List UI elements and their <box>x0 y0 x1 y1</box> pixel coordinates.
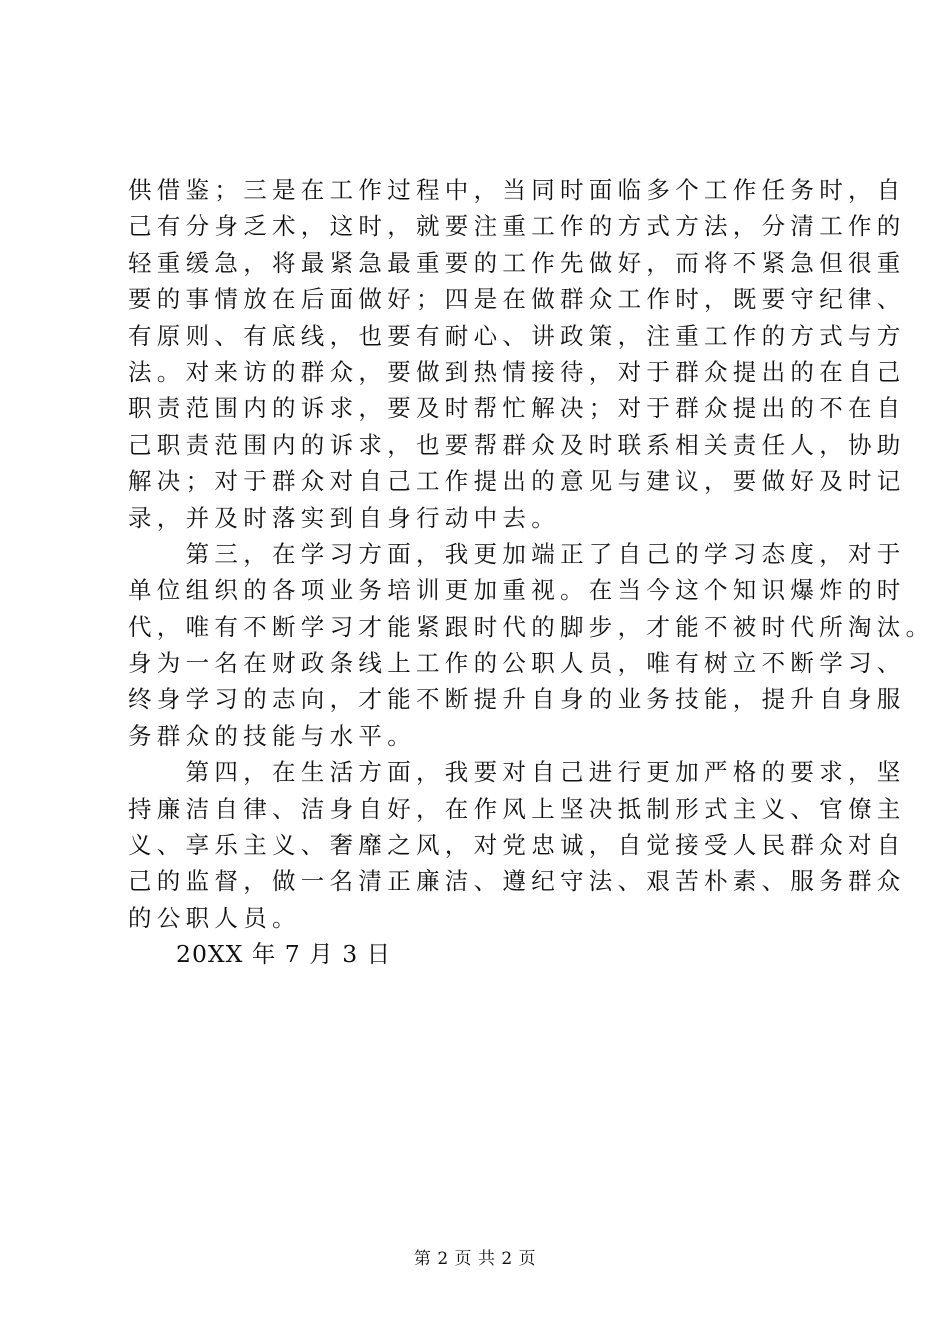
text-line: 持廉洁自律、洁身自好，在作风上坚决抵制形式主义、官僚主 <box>128 794 906 823</box>
text-line: 有原则、有底线，也要有耐心、讲政策，注重工作的方式与方 <box>128 321 906 350</box>
text-line: 终身学习的志向，才能不断提升自身的业务技能，提升自身服 <box>128 685 906 714</box>
text-line: 法。对来访的群众，要做到热情接待，对于群众提出的在自己 <box>128 357 906 386</box>
text-line: 第四，在生活方面，我要对自己进行更加严格的要求，坚 <box>128 758 906 787</box>
page-number-footer: 第 2 页 共 2 页 <box>413 1249 537 1269</box>
text-line: 代，唯有不断学习才能紧跟时代的脚步，才能不被时代所淘汰。 <box>128 612 935 641</box>
text-line: 己有分身乏术，这时，就要注重工作的方式方法，分清工作的 <box>128 212 906 241</box>
text-line: 职责范围内的诉求，要及时帮忙解决；对于群众提出的不在自 <box>128 394 906 423</box>
text-line: 第三，在学习方面，我更加端正了自己的学习态度，对于 <box>128 539 906 568</box>
text-line: 解决；对于群众对自己工作提出的意见与建议，要做好及时记 <box>128 467 906 496</box>
text-line: 的公职人员。 <box>128 903 301 932</box>
text-line: 录，并及时落实到自身行动中去。 <box>128 503 560 532</box>
text-line: 身为一名在财政条线上工作的公职人员，唯有树立不断学习、 <box>128 649 906 678</box>
document-date: 20XX 年 7 月 3 日 <box>176 940 392 969</box>
text-line: 要的事情放在后面做好；四是在做群众工作时，既要守纪律、 <box>128 285 906 314</box>
text-line: 务群众的技能与水平。 <box>128 721 416 750</box>
text-line: 义、享乐主义、奢靡之风，对党忠诚，自觉接受人民群众对自 <box>128 831 906 860</box>
text-line: 己的监督，做一名清正廉洁、遵纪守法、艰苦朴素、服务群众 <box>128 867 906 896</box>
text-line: 供借鉴；三是在工作过程中，当同时面临多个工作任务时，自 <box>128 176 906 204</box>
text-line: 单位组织的各项业务培训更加重视。在当今这个知识爆炸的时 <box>128 576 906 605</box>
text-line: 己职责范围内的诉求，也要帮群众及时联系相关责任人，协助 <box>128 430 906 459</box>
document-body <box>128 172 950 973</box>
text-line: 轻重缓急，将最紧急最重要的工作先做好，而将不紧急但很重 <box>128 248 906 277</box>
